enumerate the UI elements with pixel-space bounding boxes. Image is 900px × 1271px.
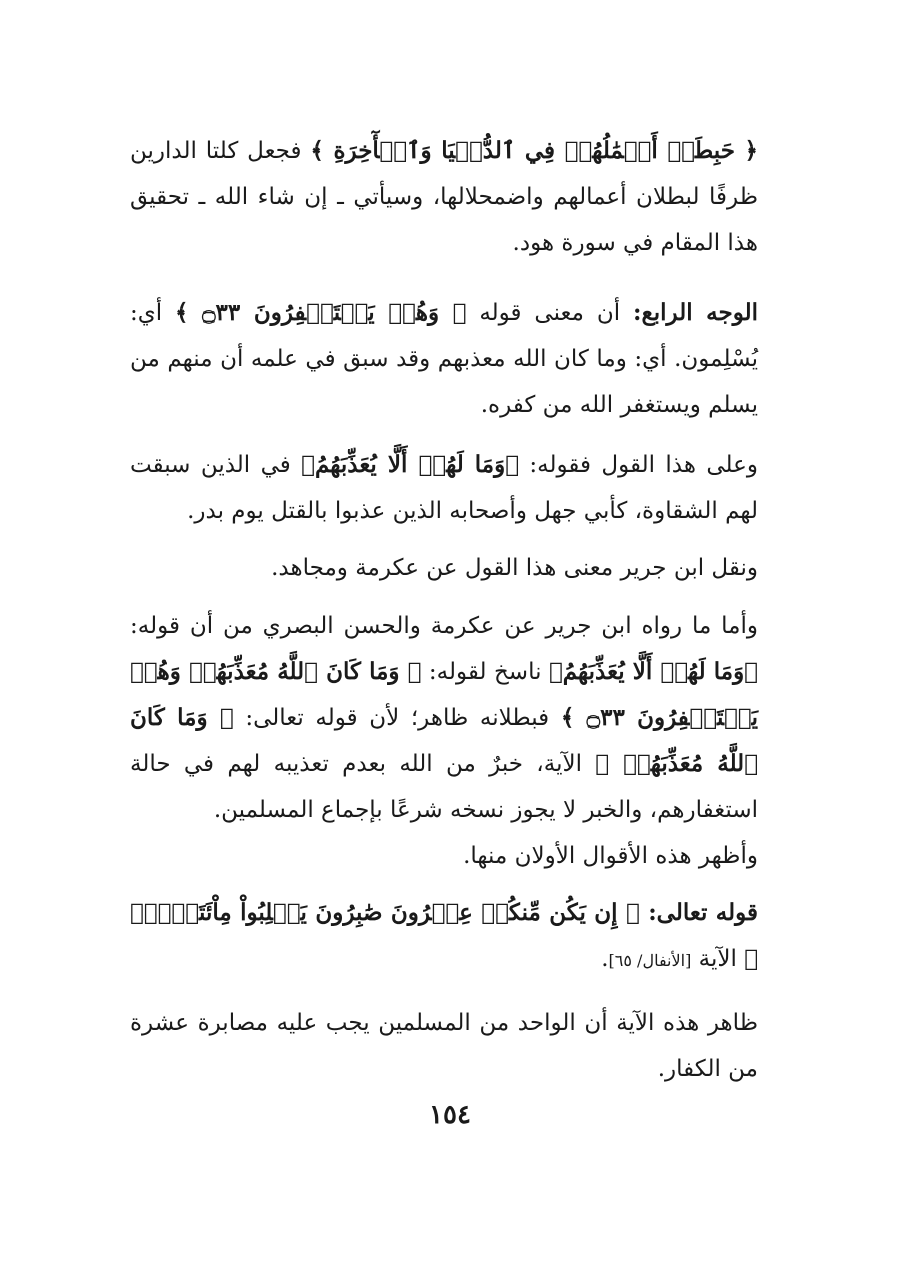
quran-verse: ﴿ وَهُمۡ يَسۡتَغۡفِرُونَ ۝٣٣ ﴾ [175,299,467,326]
paragraph-text: ونقل ابن جرير معنى هذا القول عن عكرمة ومجاهد. [271,555,758,581]
page-number: ١٥٤ [429,1100,471,1130]
paragraph-3 [130,442,806,534]
paragraph-text: فجعل كلتا الدارين ظرفًا لبطلان أعمالهم واضمحلالها، وسيأتي ـ إن شاء الله ـ تحقيق هذا المقام في سورة هود. [130,138,758,256]
paragraph-5 [130,603,806,833]
paragraph-text: الآية، خبرٌ من الله بعدم تعذيبه لهم في حالة استغفارهم، والخبر لا يجوز نسخه شرعًا بإجماع المسلمين. [130,751,758,823]
paragraph-7 [130,890,806,984]
paragraph-text: الآية [698,946,745,972]
quran-verse: ﴿وَمَا لَهُمۡ أَلَّا يُعَذِّبَهُمُ﴾ [301,451,520,478]
quran-verse: ﴿ وَمَا كَانَ ٱللَّهُ مُعَذِّبَهُمۡ وَهُمۡ يَسۡتَغۡفِرُونَ ۝٣٣ ﴾ [130,658,758,731]
paragraph-text: وعلى هذا القول فقوله: [519,452,758,478]
quran-verse: ﴿ إِن يَكُن مِّنكُمۡ عِشۡرُونَ صَٰبِرُونَ يَغۡلِبُواْ مِاْئَتَيۡنِۚ ﴾ [130,899,758,972]
quran-verse: ﴿ حَبِطَتۡ أَعۡمَٰلُهُمۡ فِي ٱلدُّنۡيَا وَٱلۡأٓخِرَةِ ﴾ [310,137,759,164]
paragraph-text: في الذين سبقت لهم الشقاوة، كأبي جهل وأصحابه الذين عذبوا بالقتل يوم بدر. [130,452,758,524]
paragraph-8 [130,1000,806,1092]
quran-verse: ﴿وَمَا لَهُمۡ أَلَّا يُعَذِّبَهُمُ﴾ [548,658,758,685]
paragraph-text: وأما ما رواه ابن جرير عن عكرمة والحسن البصري من أن قوله: [130,613,758,639]
paragraph-text: وأظهر هذه الأقوال الأولان منها. [463,843,758,869]
paragraph-1 [130,128,758,266]
paragraph-text: فبطلانه ظاهر؛ لأن قوله تعالى: [233,705,561,731]
section-label: قوله تعالى: [648,899,758,926]
paragraph-text: . [601,946,609,972]
paragraph-6 [130,833,806,879]
paragraph-text: أن معنى قوله [466,300,633,326]
quran-verse: ﴿ وَمَا كَانَ ٱللَّهُ مُعَذِّبَهُمۡ ﴾ [130,704,758,777]
paragraph-text: أي: يُسْلِمون. أي: وما كان الله معذبهم وقد سبق في علمه أن منهم من يسلم ويستغفر الله من كفره. [130,300,758,418]
paragraph-text: ظاهر هذه الآية أن الواحد من المسلمين يجب عليه مصابرة عشرة من الكفار. [130,1010,758,1082]
verse-reference: [الأنفال/ ٦٥] [608,951,692,970]
section-label: الوجه الرابع: [632,299,758,326]
paragraph-text: ناسخ لقوله: [421,659,549,685]
paragraph-4 [130,545,806,591]
paragraph-2 [130,290,806,428]
